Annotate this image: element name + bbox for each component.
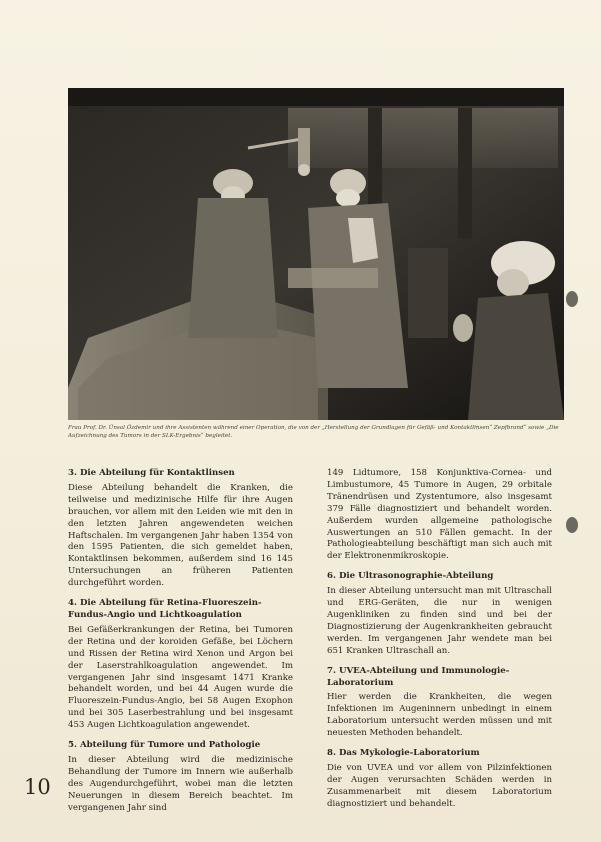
section-body: Hier werden die Krankheiten, die wegen Infektionen im Augeninnern unbedingt in einem Laboratorium untersucht werden müssen und mit neuesten Methoden behandelt. xyxy=(327,692,552,739)
left-column xyxy=(68,468,293,822)
section-uvea-immunology xyxy=(327,666,552,740)
right-column xyxy=(327,468,552,819)
section-heading: 4. Die Abteilung für Retina-Fluoreszein-Fundus-Angio und Lichtkoagulation xyxy=(68,598,262,620)
section-tumors-continued xyxy=(327,468,552,563)
page-number: 10 xyxy=(24,775,51,799)
section-body: In dieser Abteilung wird die medizinische Behandlung der Tumore im Innern wie außerhalb des Augendurchgeführt, wobei man die letzten Neuerungen in diesem Bereich beachtet. Im vergangenen Jahr sind xyxy=(68,754,293,813)
section-heading: 7. UVEA-Abteilung und Immunologie-Laboratorium xyxy=(327,665,510,688)
section-body: In dieser Abteilung untersucht man mit Ultraschall und ERG-Geräten, die nur in wenigen Augenkliniken zu finden sind und bei der Diagnostizierung der Augenkrankheiten gebraucht werden. Im vergangenen Jahr wendete man bei 651 Kranken Ultraschall an. xyxy=(327,586,552,656)
section-heading: 6. Die Ultrasonographie-Abteilung xyxy=(327,571,494,582)
section-heading: 3. Die Abteilung für Kontaktlinsen xyxy=(68,468,235,478)
section-heading: 8. Das Mykologie-Laboratorium xyxy=(327,748,480,759)
section-mycology xyxy=(327,748,552,811)
punch-hole xyxy=(566,291,578,307)
section-tumors-pathology xyxy=(68,740,293,814)
surgery-photo-illustration xyxy=(68,88,564,420)
punch-hole xyxy=(566,517,578,533)
section-body: Bei Gefäßerkrankungen der Retina, bei Tumoren der Retina und der koroiden Gefäße, bei Löchern und Rissen der Retina wird Xenon und Argon bei der Laserstrahlkoagulation angewendet. Im vergangenen Jahr sind insgesamt 1471 Kranke behandelt worden, und bei 44 Augen wurde die Fluoreszein-Fundus-Angio, bei 58 Augen Exophon und bei 305 Laserbestrahlung und bei insgesamt 453 Augen Lichtkoagulation angewendet. xyxy=(68,624,293,731)
section-retina xyxy=(68,598,293,732)
section-body: Diese Abteilung behandelt die Kranken, die teilweise und medizinische Hilfe für ihre Augen brauchen, vor allem mit den Leiden wie mit den in den letzten Jahren angewendeten weichen Haftschalen. Im vergangenen Jahr haben 1354 von den 1595 Patienten, die sich gemeldet haben, Kontaktlinsen bekommen, außerdem sind 16 145 Untersuchungen an früheren Patienten durchgeführt worden. xyxy=(68,482,293,589)
section-contact-lenses xyxy=(68,468,293,590)
section-ultrasonography xyxy=(327,571,552,657)
photo-caption: Frau Prof. Dr. Ünsal Özdemir und ihre Assistenten während einer Operation, die von der „Herstellung der Grundlagen für Gefäß- und Kontaktlinsen“ Zepfbrand“ sowie „Die Aufzeichnung des Tumors in der SLK-Ergebnis“ begleitet. xyxy=(68,425,559,439)
surgery-photo xyxy=(68,88,564,420)
section-heading: 5. Abteilung für Tumore und Pathologie xyxy=(68,740,261,751)
section-body: Die von UVEA und vor allem von Pilzinfektionen der Augen verursachten Schäden werden in Zusammenarbeit mit diesem Laboratorium diagnostiziert und behandelt. xyxy=(327,762,552,809)
section-body: 149 Lidtumore, 158 Konjunktiva-Cornea- und Limbustumore, 45 Tumore in Augen, 29 orbitale Tränendrüsen und Zystentumore, also insgesamt 379 Fälle diagnostiziert und behandelt worden. Außerdem wurden allgemeine pathologische Auswertungen an 510 Fällen gemacht. In der Pathologieabteilung beschäftigt man sich auch mit der Elektronenmikroskopie. xyxy=(327,468,552,562)
